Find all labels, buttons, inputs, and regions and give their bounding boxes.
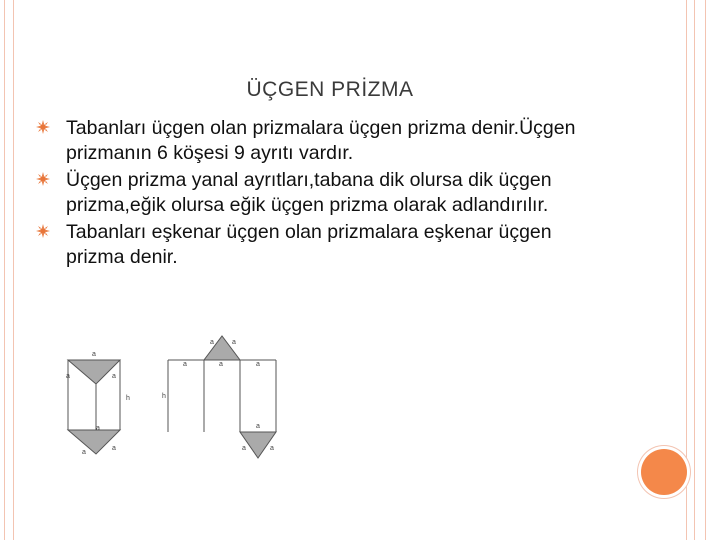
bullet-item bbox=[38, 220, 598, 270]
bullet-text: Üçgen prizma yanal ayrıtları,tabana dik olursa dik üçgen prizma,eğik olursa eğik üçgen prizma olarak adlandırılır. bbox=[66, 169, 552, 216]
label-a: a bbox=[112, 445, 116, 452]
label-a: a bbox=[96, 425, 100, 432]
label-a: a bbox=[66, 373, 70, 380]
label-h: h bbox=[126, 395, 130, 402]
right-frame-inner-line bbox=[694, 0, 695, 540]
right-frame-border bbox=[686, 0, 706, 540]
triangular-prism-diagram bbox=[62, 332, 302, 462]
label-a: a bbox=[256, 423, 260, 430]
label-h: h bbox=[162, 393, 166, 400]
bullet-text: Tabanları eşkenar üçgen olan prizmalara eşkenar üçgen prizma denir. bbox=[66, 221, 552, 268]
label-a: a bbox=[219, 361, 223, 368]
sunburst-bullet-icon bbox=[36, 172, 50, 186]
label-a: a bbox=[242, 445, 246, 452]
bullet-text: Tabanları üçgen olan prizmalara üçgen prizma denir.Üçgen prizmanın 6 köşesi 9 ayrıtı vardır. bbox=[66, 117, 576, 164]
label-a: a bbox=[232, 339, 236, 346]
sunburst-bullet-icon bbox=[36, 120, 50, 134]
label-a: a bbox=[270, 445, 274, 452]
label-a: a bbox=[82, 449, 86, 456]
label-a: a bbox=[92, 351, 96, 358]
bullet-item bbox=[38, 168, 598, 218]
slide-title: ÜÇGEN PRİZMA bbox=[246, 78, 414, 101]
label-a: a bbox=[210, 339, 214, 346]
label-a: a bbox=[256, 361, 260, 368]
prism-top-face bbox=[68, 360, 120, 384]
decorative-orange-circle bbox=[641, 449, 687, 495]
bullet-item bbox=[38, 116, 598, 166]
bullet-list bbox=[38, 116, 598, 272]
label-a: a bbox=[112, 373, 116, 380]
label-a: a bbox=[183, 361, 187, 368]
sunburst-bullet-icon bbox=[36, 224, 50, 238]
